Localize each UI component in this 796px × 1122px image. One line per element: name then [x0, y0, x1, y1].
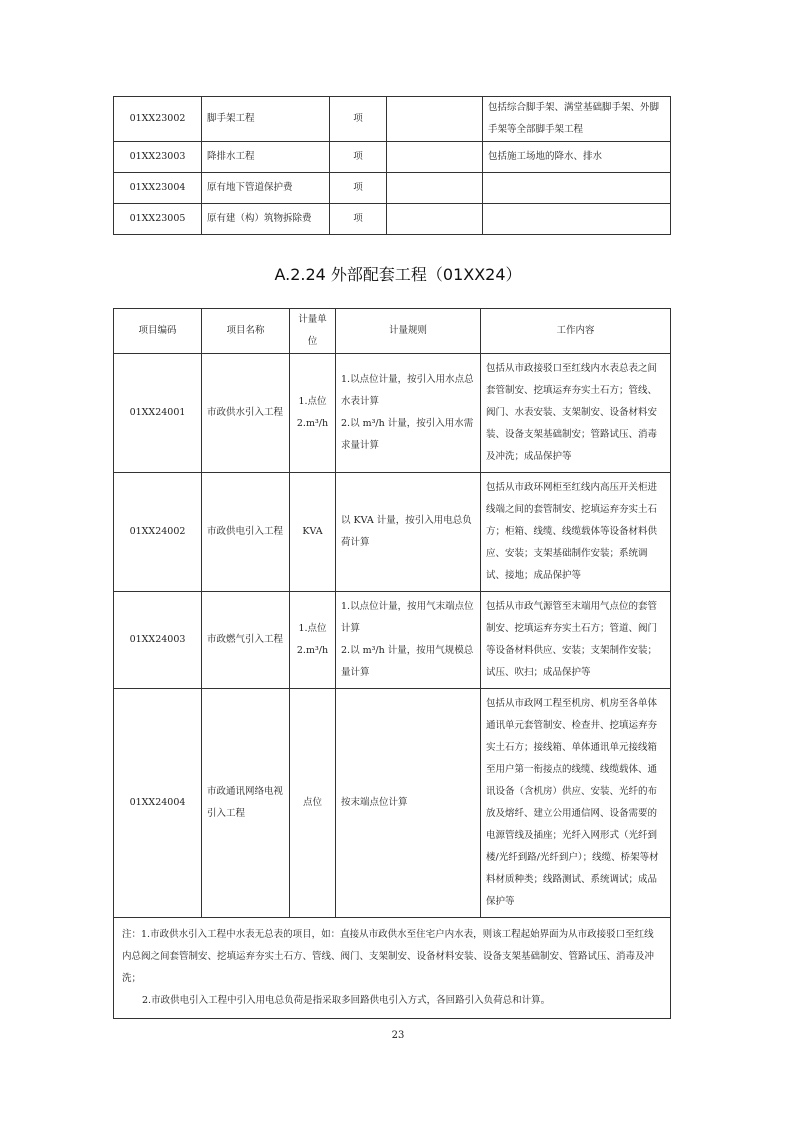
rule-line: 按末端点位计算	[341, 797, 408, 808]
item-name: 原有建（构）筑物拆除费	[202, 204, 330, 235]
table-row	[114, 473, 671, 592]
item-code: 01XX23005	[114, 204, 202, 235]
item-rule	[387, 142, 483, 173]
item-content: 包括施工场地的降水、排水	[483, 142, 671, 173]
rule-line: 1.以点位计量，按用气末端点位计算	[341, 601, 474, 634]
header-rule: 计量规则	[336, 309, 481, 354]
item-name: 市政供电引入工程	[202, 473, 290, 592]
header-unit: 计量单位	[290, 309, 336, 354]
header-code: 项目编码	[114, 309, 202, 354]
table-row	[114, 204, 671, 235]
unit-line: 2.m³/h	[296, 418, 329, 429]
unit-line: 2.m³/h	[296, 645, 329, 656]
table-row	[114, 592, 671, 689]
rule-line: 1.以点位计量，按引入用水点总水表计算	[341, 374, 474, 407]
table-row	[114, 142, 671, 173]
rule-line: 2.以 m³/h 计量，按用气规模总量计算	[341, 645, 474, 678]
item-content: 包括从市政接驳口至红线内水表总表之间套管制安、挖填运弃夯实土石方；管线、阀门、水表安装、支架制安、设备材料安装、设备支架基础制安；管路试压、消毒及冲洗；成品保护等	[481, 354, 671, 473]
rule-line: 以 KVA 计量，按引入用电总负荷计算	[341, 515, 472, 548]
item-rule	[336, 689, 481, 918]
item-code: 01XX24003	[114, 592, 202, 689]
item-content: 包括从市政气源管至末端用气点位的套管制安、挖填运弃夯实土石方；管道、阀门等设备材料供应、安装；支架制作安装；试压、吹扫；成品保护等	[481, 592, 671, 689]
item-content	[483, 204, 671, 235]
item-content	[483, 173, 671, 204]
item-code: 01XX24001	[114, 354, 202, 473]
item-unit: 项	[330, 97, 387, 142]
item-rule	[336, 473, 481, 592]
item-unit: 项	[330, 142, 387, 173]
note-2: 2.市政供电引入工程中引入用电总负荷是指采取多回路供电引入方式，各回路引入负荷总和计算。	[142, 995, 551, 1006]
page-number: 23	[391, 1030, 405, 1041]
item-unit	[290, 689, 336, 918]
item-rule	[336, 592, 481, 689]
item-unit: 项	[330, 204, 387, 235]
item-unit	[290, 473, 336, 592]
item-content: 包括从市政网工程至机房、机房至各单体通讯单元套管制安、检查井、挖填运弃夯实土石方；接线箱、单体通讯单元接线箱至用户第一衔接点的线缆、线缆载体、通讯设备（含机房）供应、安装、光纤的布放及熔纤、建立公用通信网、设备需要的电源管线及插座；光纤入网形式（光纤到楼/光纤到路/光纤到户）；线缆、桥架等材料材质种类；线路测试、系统调试；成品保护等	[481, 689, 671, 918]
item-name: 市政燃气引入工程	[202, 592, 290, 689]
item-code: 01XX23003	[114, 142, 202, 173]
item-unit: 项	[330, 173, 387, 204]
header-name: 项目名称	[202, 309, 290, 354]
unit-line: 1.点位	[298, 623, 327, 634]
item-content: 包括从市政环网柜至红线内高压开关柜进线端之间的套管制安、挖填运弃夯实土石方；柜箱、线缆、线缆载体等设备材料供应、安装；支架基础制作安装；系统调试、接地；成品保护等	[481, 473, 671, 592]
note-1: 注：1.市政供水引入工程中水表无总表的项目，如：直接从市政供水至住宅户内水表，则该工程起始界面为从市政接驳口至红线内总阀之间套管制安、挖填运弃夯实土石方、管线、阀门、支架制安、设备材料安装、设备支架基础制安、管路试压、消毒及冲洗；	[122, 929, 655, 984]
item-content: 包括综合脚手架、满堂基础脚手架、外脚手架等全部脚手架工程	[483, 97, 671, 142]
item-code: 01XX24004	[114, 689, 202, 918]
item-code: 01XX23004	[114, 173, 202, 204]
item-code: 01XX23002	[114, 97, 202, 142]
item-unit	[290, 354, 336, 473]
item-name: 脚手架工程	[202, 97, 330, 142]
item-unit	[290, 592, 336, 689]
unit-line: 1.点位	[298, 396, 327, 407]
rule-line: 2.以 m³/h 计量，按引入用水需求量计算	[341, 418, 474, 451]
header-content: 工作内容	[481, 309, 671, 354]
item-name: 市政供水引入工程	[202, 354, 290, 473]
item-rule	[387, 204, 483, 235]
table-row	[114, 173, 671, 204]
table-notes	[114, 918, 671, 1019]
unit-line: KVA	[302, 526, 323, 537]
item-rule	[387, 173, 483, 204]
item-name: 原有地下管道保护费	[202, 173, 330, 204]
top-table	[113, 96, 671, 235]
item-rule	[387, 97, 483, 142]
table-row	[114, 97, 671, 142]
item-code: 01XX24002	[114, 473, 202, 592]
item-name: 降排水工程	[202, 142, 330, 173]
section-title: A.2.24 外部配套工程（01XX24）	[274, 265, 522, 284]
table-row	[114, 354, 671, 473]
main-table	[113, 308, 671, 1019]
item-name: 市政通讯网络电视引入工程	[202, 689, 290, 918]
unit-line: 点位	[302, 797, 322, 808]
table-row	[114, 689, 671, 918]
item-rule	[336, 354, 481, 473]
